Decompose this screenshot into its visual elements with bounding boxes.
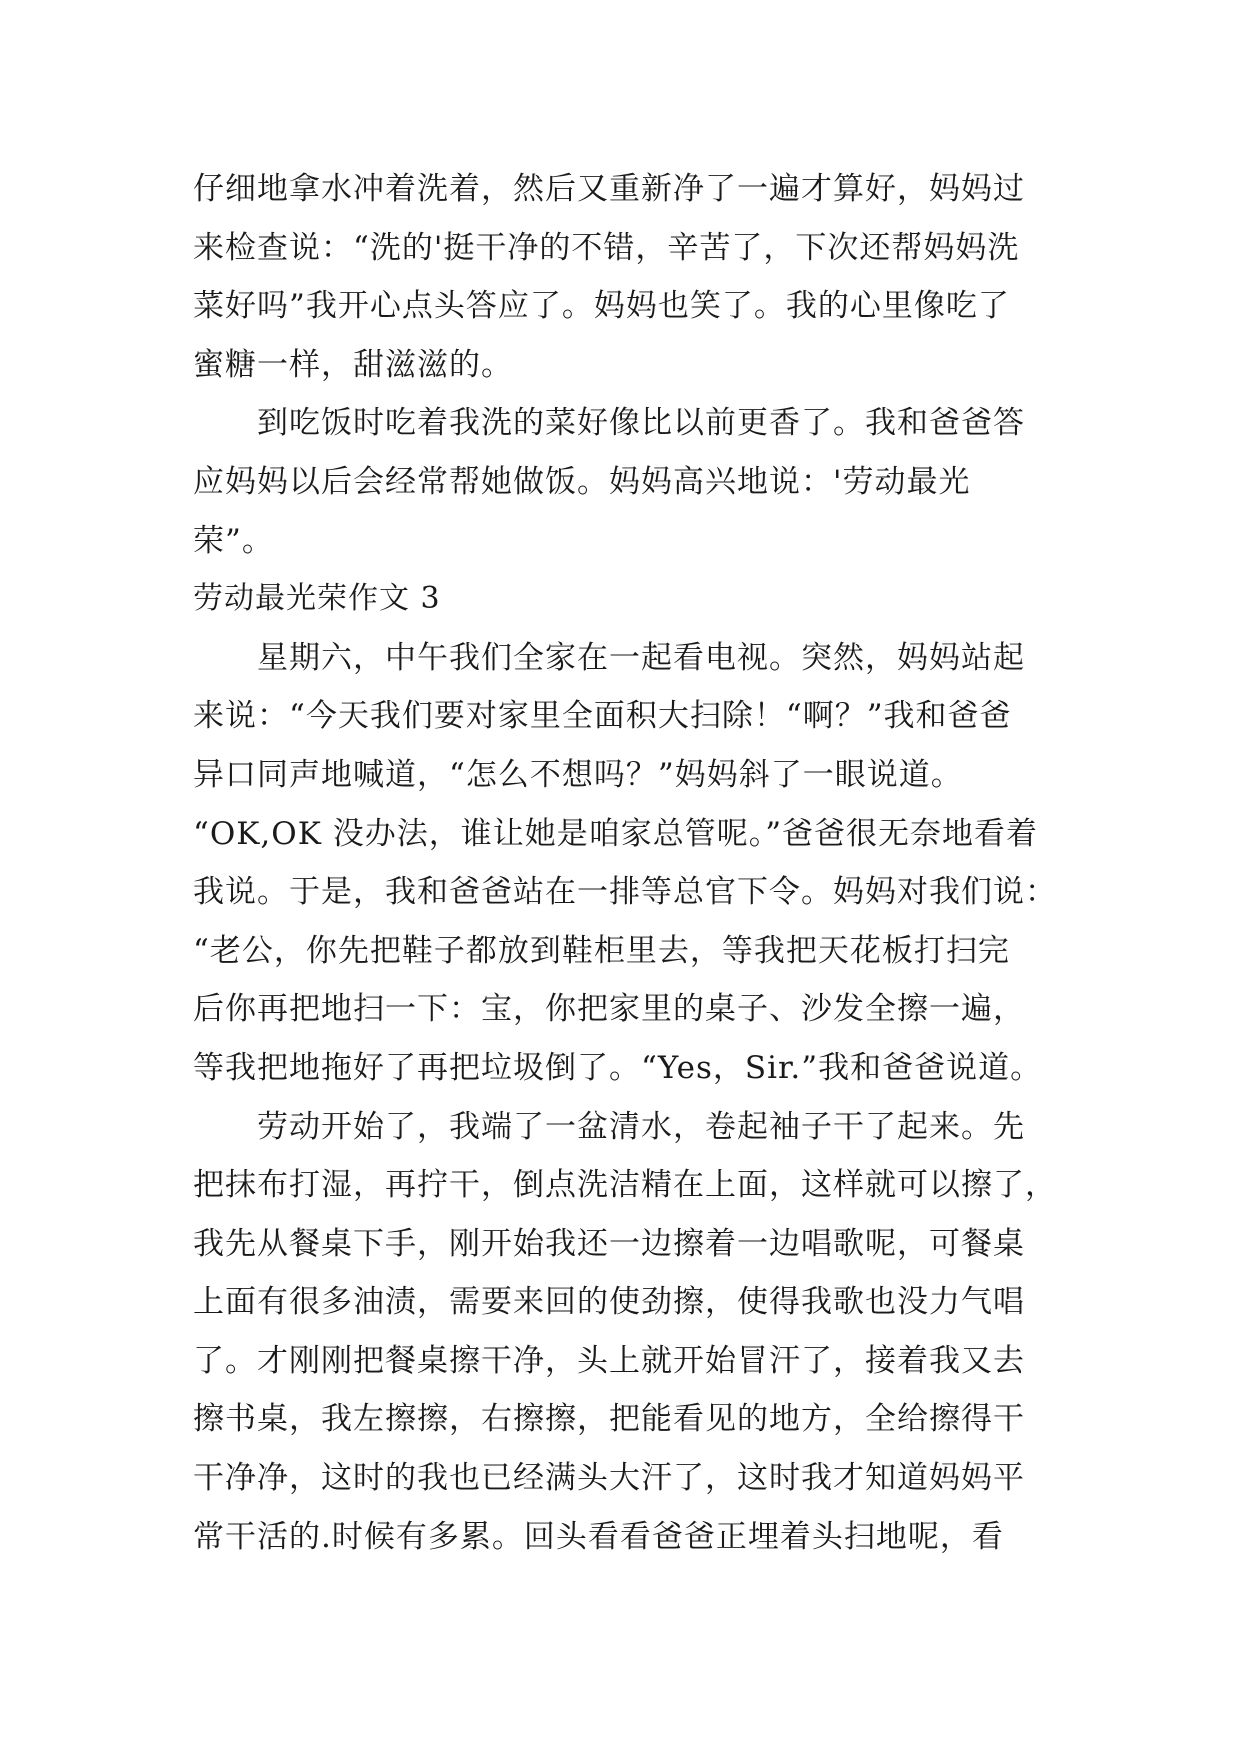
text-line: 仔细地拿水冲着洗着，然后又重新净了一遍才算好，妈妈过 xyxy=(193,171,1025,207)
paragraph-1 xyxy=(193,160,1073,394)
text-line: 后你再把地扫一下：宝，你把家里的桌子、沙发全擦一遍， xyxy=(193,991,1025,1028)
text-line: 劳动开始了，我端了一盆清水，卷起袖子干了起来。先 xyxy=(257,1108,1025,1145)
text-line: “OK,OK 没办法，谁让她是咱家总管呢。”爸爸很无奈地看着 xyxy=(193,815,1039,852)
paragraph-4 xyxy=(193,1098,1073,1567)
text-line: 擦书桌，我左擦擦，右擦擦，把能看见的地方，全给擦得干 xyxy=(193,1401,1025,1438)
text-line: 应妈妈以后会经常帮她做饭。妈妈高兴地说：'劳动最光 xyxy=(193,463,971,500)
text-line: 等我把地拖好了再把垃圾倒了。“Yes，Sir.”我和爸爸说道。 xyxy=(193,1049,1043,1086)
text-line: 干净净，这时的我也已经满头大汗了，这时我才知道妈妈平 xyxy=(193,1460,1025,1497)
text-line: 异口同声地喊道，“怎么不想吗？”妈妈斜了一眼说道。 xyxy=(193,756,963,793)
text-line: 菜好吗”我开心点头答应了。妈妈也笑了。我的心里像吃了 xyxy=(193,288,1010,325)
paragraph-2 xyxy=(193,394,1073,570)
text-line: “老公，你先把鞋子都放到鞋柜里去，等我把天花板打扫完 xyxy=(193,932,1010,969)
text-line: 把抹布打湿，再拧干，倒点洗洁精在上面，这样就可以擦了， xyxy=(193,1167,1057,1204)
essay-heading: 劳动最光荣作文 3 xyxy=(193,581,441,617)
text-line: 上面有很多油渍，需要来回的使劲擦，使得我歌也没力气唱 xyxy=(193,1284,1025,1321)
text-line: 来说：“今天我们要对家里全面积大扫除！“啊？”我和爸爸 xyxy=(193,698,1012,735)
text-line: 来检查说：“洗的'挺干净的不错，辛苦了，下次还帮妈妈洗 xyxy=(193,229,1020,266)
text-line: 了。才刚刚把餐桌擦干净，头上就开始冒汗了，接着我又去 xyxy=(193,1342,1025,1379)
text-line: 我先从餐桌下手，刚开始我还一边擦着一边唱歌呢，可餐桌 xyxy=(193,1225,1025,1262)
text-line: 到吃饭时吃着我洗的菜好像比以前更香了。我和爸爸答 xyxy=(257,405,1025,442)
essay-body xyxy=(193,160,1073,1566)
text-line: 常干活的.时候有多累。回头看看爸爸正埋着头扫地呢，看 xyxy=(193,1518,1004,1555)
text-line: 荣”。 xyxy=(193,522,274,559)
text-line: 蜜糖一样，甜滋滋的。 xyxy=(193,346,513,383)
text-line: 星期六，中午我们全家在一起看电视。突然，妈妈站起 xyxy=(257,639,1025,676)
paragraph-3 xyxy=(193,629,1073,1098)
text-line: 我说。于是，我和爸爸站在一排等总官下令。妈妈对我们说： xyxy=(193,874,1057,911)
